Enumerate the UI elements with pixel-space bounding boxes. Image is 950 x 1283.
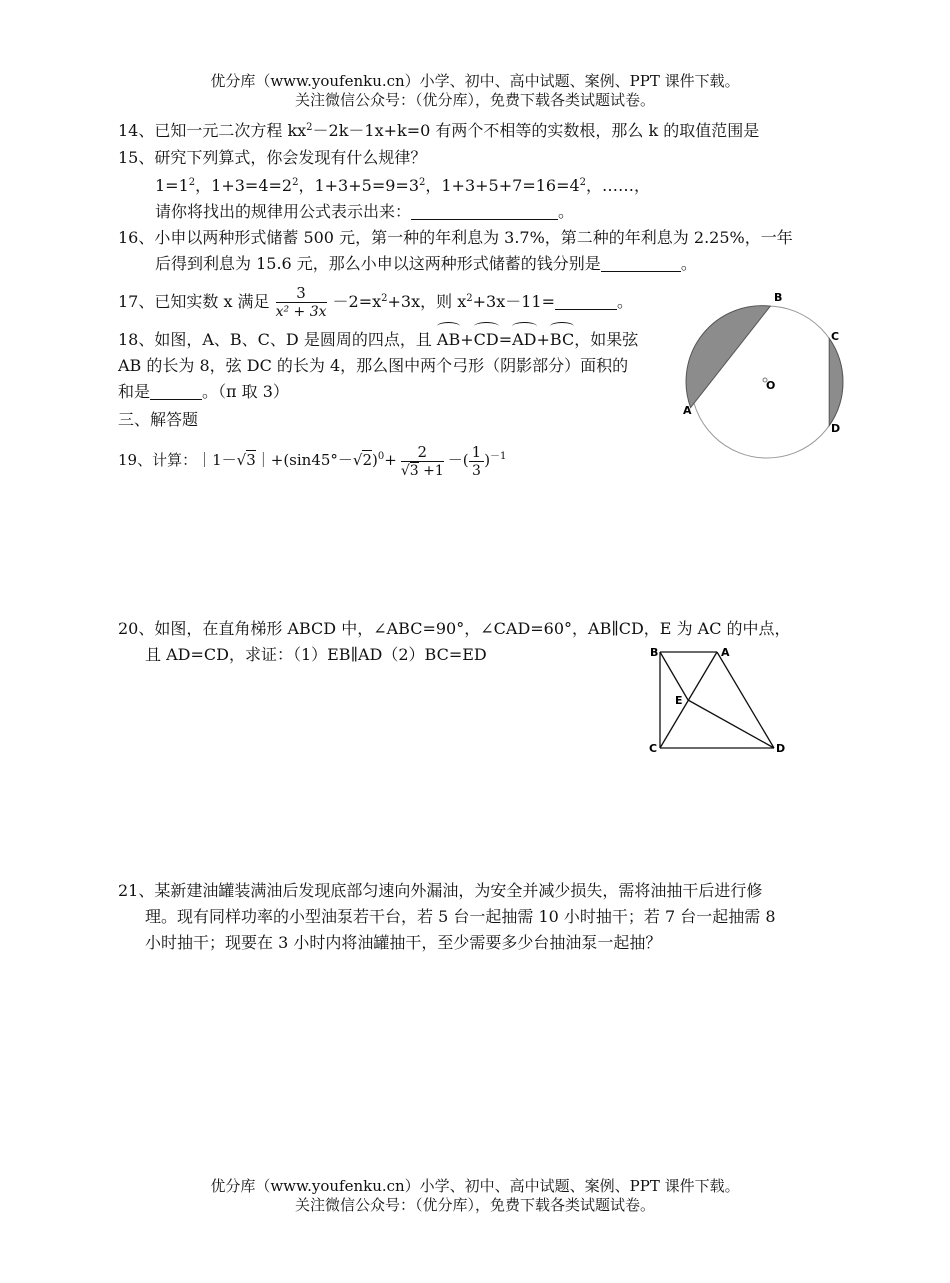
label-a: A [683,404,692,417]
fraction: $\frac{2}{√3 +1}$ [400,442,444,479]
arc-bc: BC [550,327,574,353]
question-19: 19、计算：$|1-√3|+(\sin 45^\circ-√2)^0+$ $\frac{2}{√3 +1}$ －( $\frac{1}{3}$ )$^{-1}$ [118,442,507,479]
sqrt-2: √2 [352,451,373,469]
header-line-1: 优分库（www.youfenku.cn）小学、初中、高中试题、案例、PPT 课件下载。 [210,72,740,90]
question-17: 17、已知实数 x 满足 $\frac{3}{\text{x² + 3x}}$ $-2=x^2+3x$，则 $x^2+3x-11=$ 。 [118,284,634,320]
answer-blank[interactable] [555,293,617,310]
question-20-line-1: 20、如图，在直角梯形 ABCD 中，∠ABC=90°，∠CAD=60°，AB∥CD，E 为 AC 的中点， [118,619,791,638]
sqrt-3: √3 [236,451,256,469]
answer-blank[interactable] [150,383,202,400]
question-20-line-2: 且 AD=CD，求证：（1）EB∥AD（2）BC=ED [145,645,487,664]
label-c: C [649,742,658,755]
label-b: B [774,291,783,304]
circle-figure [678,288,858,468]
label-c: C [831,330,840,343]
footer-line-2: 关注微信公众号：（优分库），免费下载各类试题试卷。 [294,1196,655,1214]
label-a: A [721,646,730,659]
arc-ad: AD [512,327,536,353]
answer-blank[interactable] [601,255,681,272]
question-14: 14、已知一元二次方程 $kx^2-2k-1x+k=0$ 有两个不相等的实数根，那么 k 的取值范围是 [118,121,760,140]
segment-ad [717,652,774,748]
question-18-line-2: AB 的长为 8，弦 DC 的长为 4，那么图中两个弓形（阴影部分）面积的 [118,356,629,375]
section-title: 三、解答题 [118,410,199,429]
question-21-line-2: 理。现有同样功率的小型油泵若干台，若 5 台一起抽需 10 小时抽干；若 7 台一起抽需 8 [145,907,776,926]
label-o: O [766,379,776,392]
shaded-segment-cd [829,338,843,425]
question-18-line-3: 和是 。（π 取 3） [118,382,289,401]
arc-ab: AB [437,327,460,353]
question-15-sequence: $1=1^2$，$1+3=4=2^2$，$1+3+5=9=3^2$，$1+3+5+7=16=4^2$，……， [155,176,651,195]
label-d: D [776,742,786,755]
arc-cd: CD [474,327,499,353]
question-15-title: 15、研究下列算式，你会发现有什么规律？ [118,148,427,167]
answer-blank[interactable] [411,203,558,220]
trapezoid-figure [644,640,794,760]
shaded-segment-ab [686,306,770,408]
header-line-2: 关注微信公众号：（优分库），免费下载各类试题试卷。 [294,91,655,109]
label-e: E [675,694,683,707]
question-16-line-2: 后得到利息为 15.6 元，那么小申以这两种形式储蓄的钱分别是 。 [155,254,697,273]
label-b: B [650,646,659,659]
fraction: $\frac{3}{\text{x² + 3x}}$ [275,284,327,320]
label-d: D [831,422,841,435]
segment-ed [688,700,774,748]
fraction: $\frac{1}{3}$ [469,443,485,480]
footer-line-1: 优分库（www.youfenku.cn）小学、初中、高中试题、案例、PPT 课件下载。 [210,1177,740,1195]
question-16-line-1: 16、小申以两种形式储蓄 500 元，第一种的年利息为 3.7%，第二种的年利息为 2.25%，一年 [118,228,793,247]
question-21-line-1: 21、某新建油罐装满油后发现底部匀速向外漏油，为安全并减少损失，需将油抽干后进行修 [118,881,763,900]
question-21-line-3: 小时抽干；现要在 3 小时内将油罐抽干，至少需要多少台抽油泵一起抽？ [145,933,662,952]
question-18-line-1: 18、如图，A、B、C、D 是圆周的四点，且 AB+CD=AD+BC，如果弦 [118,327,638,353]
question-15-prompt: 请你将找出的规律用公式表示出来： 。 [155,202,575,221]
segment-be [660,652,688,700]
